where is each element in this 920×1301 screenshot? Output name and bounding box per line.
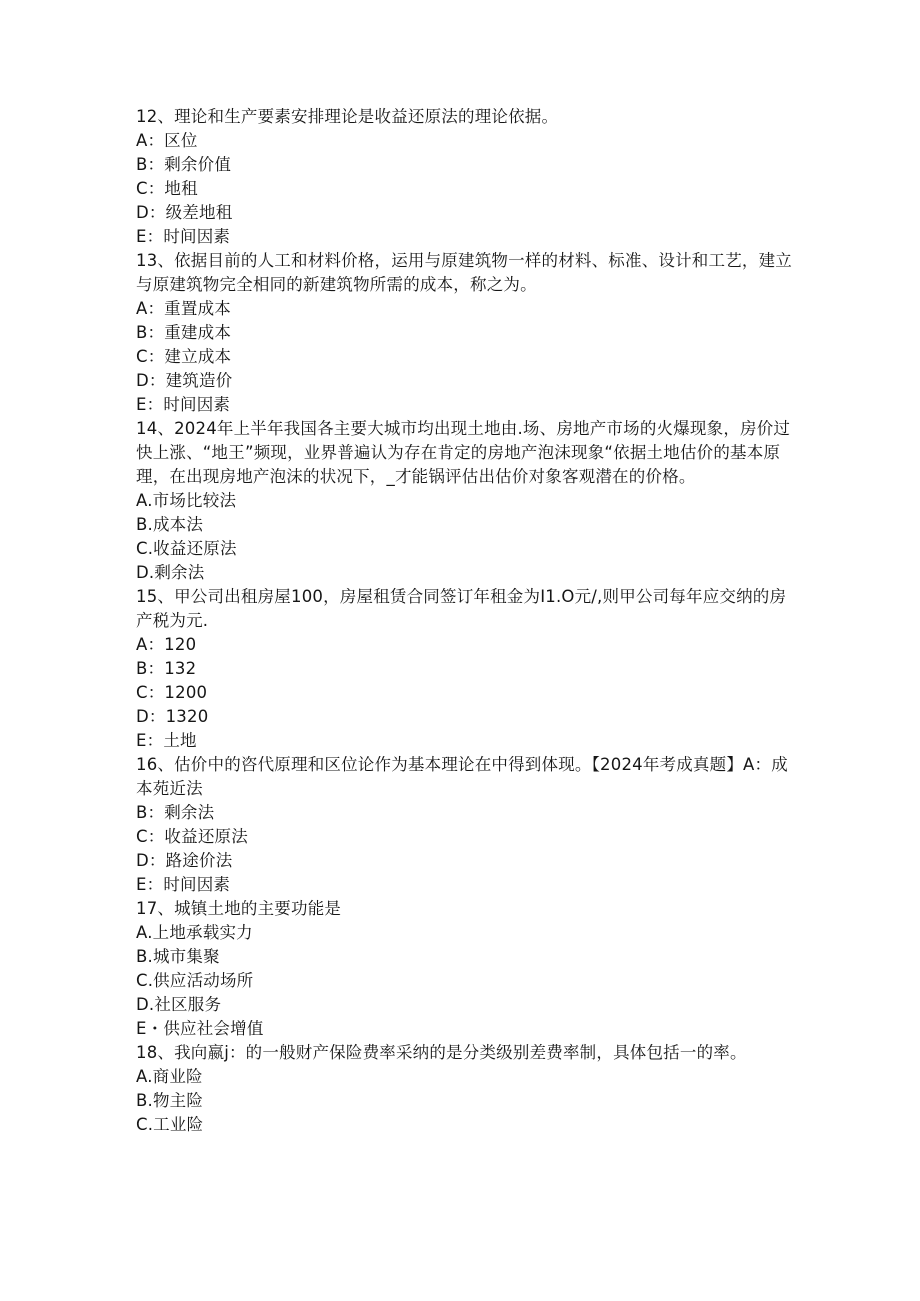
option-b: B：剩余价值 [136, 155, 232, 174]
option-e: E：时间因素 [136, 395, 231, 414]
question-text: 17、城镇土地的主要功能是 [136, 899, 342, 918]
option-e: E・供应社会增值 [136, 1019, 264, 1038]
option-c: C.工业险 [136, 1115, 204, 1134]
option-b: B：剩余法 [136, 803, 215, 822]
question-text: 12、理论和生产要素安排理论是收益还原法的理论依据。 [136, 107, 559, 126]
option-c: C：收益还原法 [136, 827, 248, 846]
option-d: D.剩余法 [136, 563, 205, 582]
question-16 [136, 753, 796, 897]
option-b: B.物主险 [136, 1091, 204, 1110]
question-12 [136, 105, 796, 249]
question-13 [136, 249, 796, 417]
question-18 [136, 1041, 796, 1137]
question-text: 15、甲公司出租房屋100，房屋租赁合同签订年租金为I1.O元/,则甲公司每年应交纳的房产税为元. [136, 587, 787, 630]
option-b: B：重建成本 [136, 323, 232, 342]
option-e: E：土地 [136, 731, 197, 750]
question-text: 13、依据目前的人工和材料价格，运用与原建筑物一样的材料、标准、设计和工艺，建立与原建筑物完全相同的新建筑物所需的成本，称之为。 [136, 251, 792, 294]
option-c: C：地租 [136, 179, 198, 198]
option-e: E：时间因素 [136, 875, 231, 894]
question-text: 18、我向嬴j：的一般财产保险费率采纳的是分类级别差费率制，具体包括一的率。 [136, 1043, 747, 1062]
question-text: 16、估价中的咨代原理和区位论作为基本理论在中得到体现。【2024年考成真题】A：成本苑近法 [136, 755, 788, 798]
option-b: B.城市集聚 [136, 947, 220, 966]
option-d: D：级差地租 [136, 203, 233, 222]
option-d: D：路途价法 [136, 851, 233, 870]
document-page [136, 105, 796, 1137]
option-b: B.成本法 [136, 515, 204, 534]
question-17 [136, 897, 796, 1041]
option-c: C.收益还原法 [136, 539, 237, 558]
option-c: C：1200 [136, 683, 208, 702]
option-b: B：132 [136, 659, 197, 678]
option-c: C.供应活动场所 [136, 971, 254, 990]
option-a: A.商业险 [136, 1067, 203, 1086]
option-c: C：建立成本 [136, 347, 232, 366]
question-text: 14、2024年上半年我国各主要大城市均出现土地由.场、房地产市场的火爆现象，房价过快上涨、“地王”频现，业界普遍认为存在肯定的房地产泡沫现象“依据土地估价的基本原理，在出现房地产泡沫的状况下，_才能锅评估出估价对象客观潜在的价格。 [136, 419, 791, 486]
question-15 [136, 585, 796, 753]
option-a: A：重置成本 [136, 299, 231, 318]
option-a: A.上地承载实力 [136, 923, 253, 942]
question-14 [136, 417, 796, 585]
option-d: D.社区服务 [136, 995, 222, 1014]
option-a: A：区位 [136, 131, 198, 150]
option-a: A.市场比较法 [136, 491, 237, 510]
option-e: E：时间因素 [136, 227, 231, 246]
option-d: D：建筑造价 [136, 371, 233, 390]
option-d: D：1320 [136, 707, 209, 726]
option-a: A：120 [136, 635, 197, 654]
